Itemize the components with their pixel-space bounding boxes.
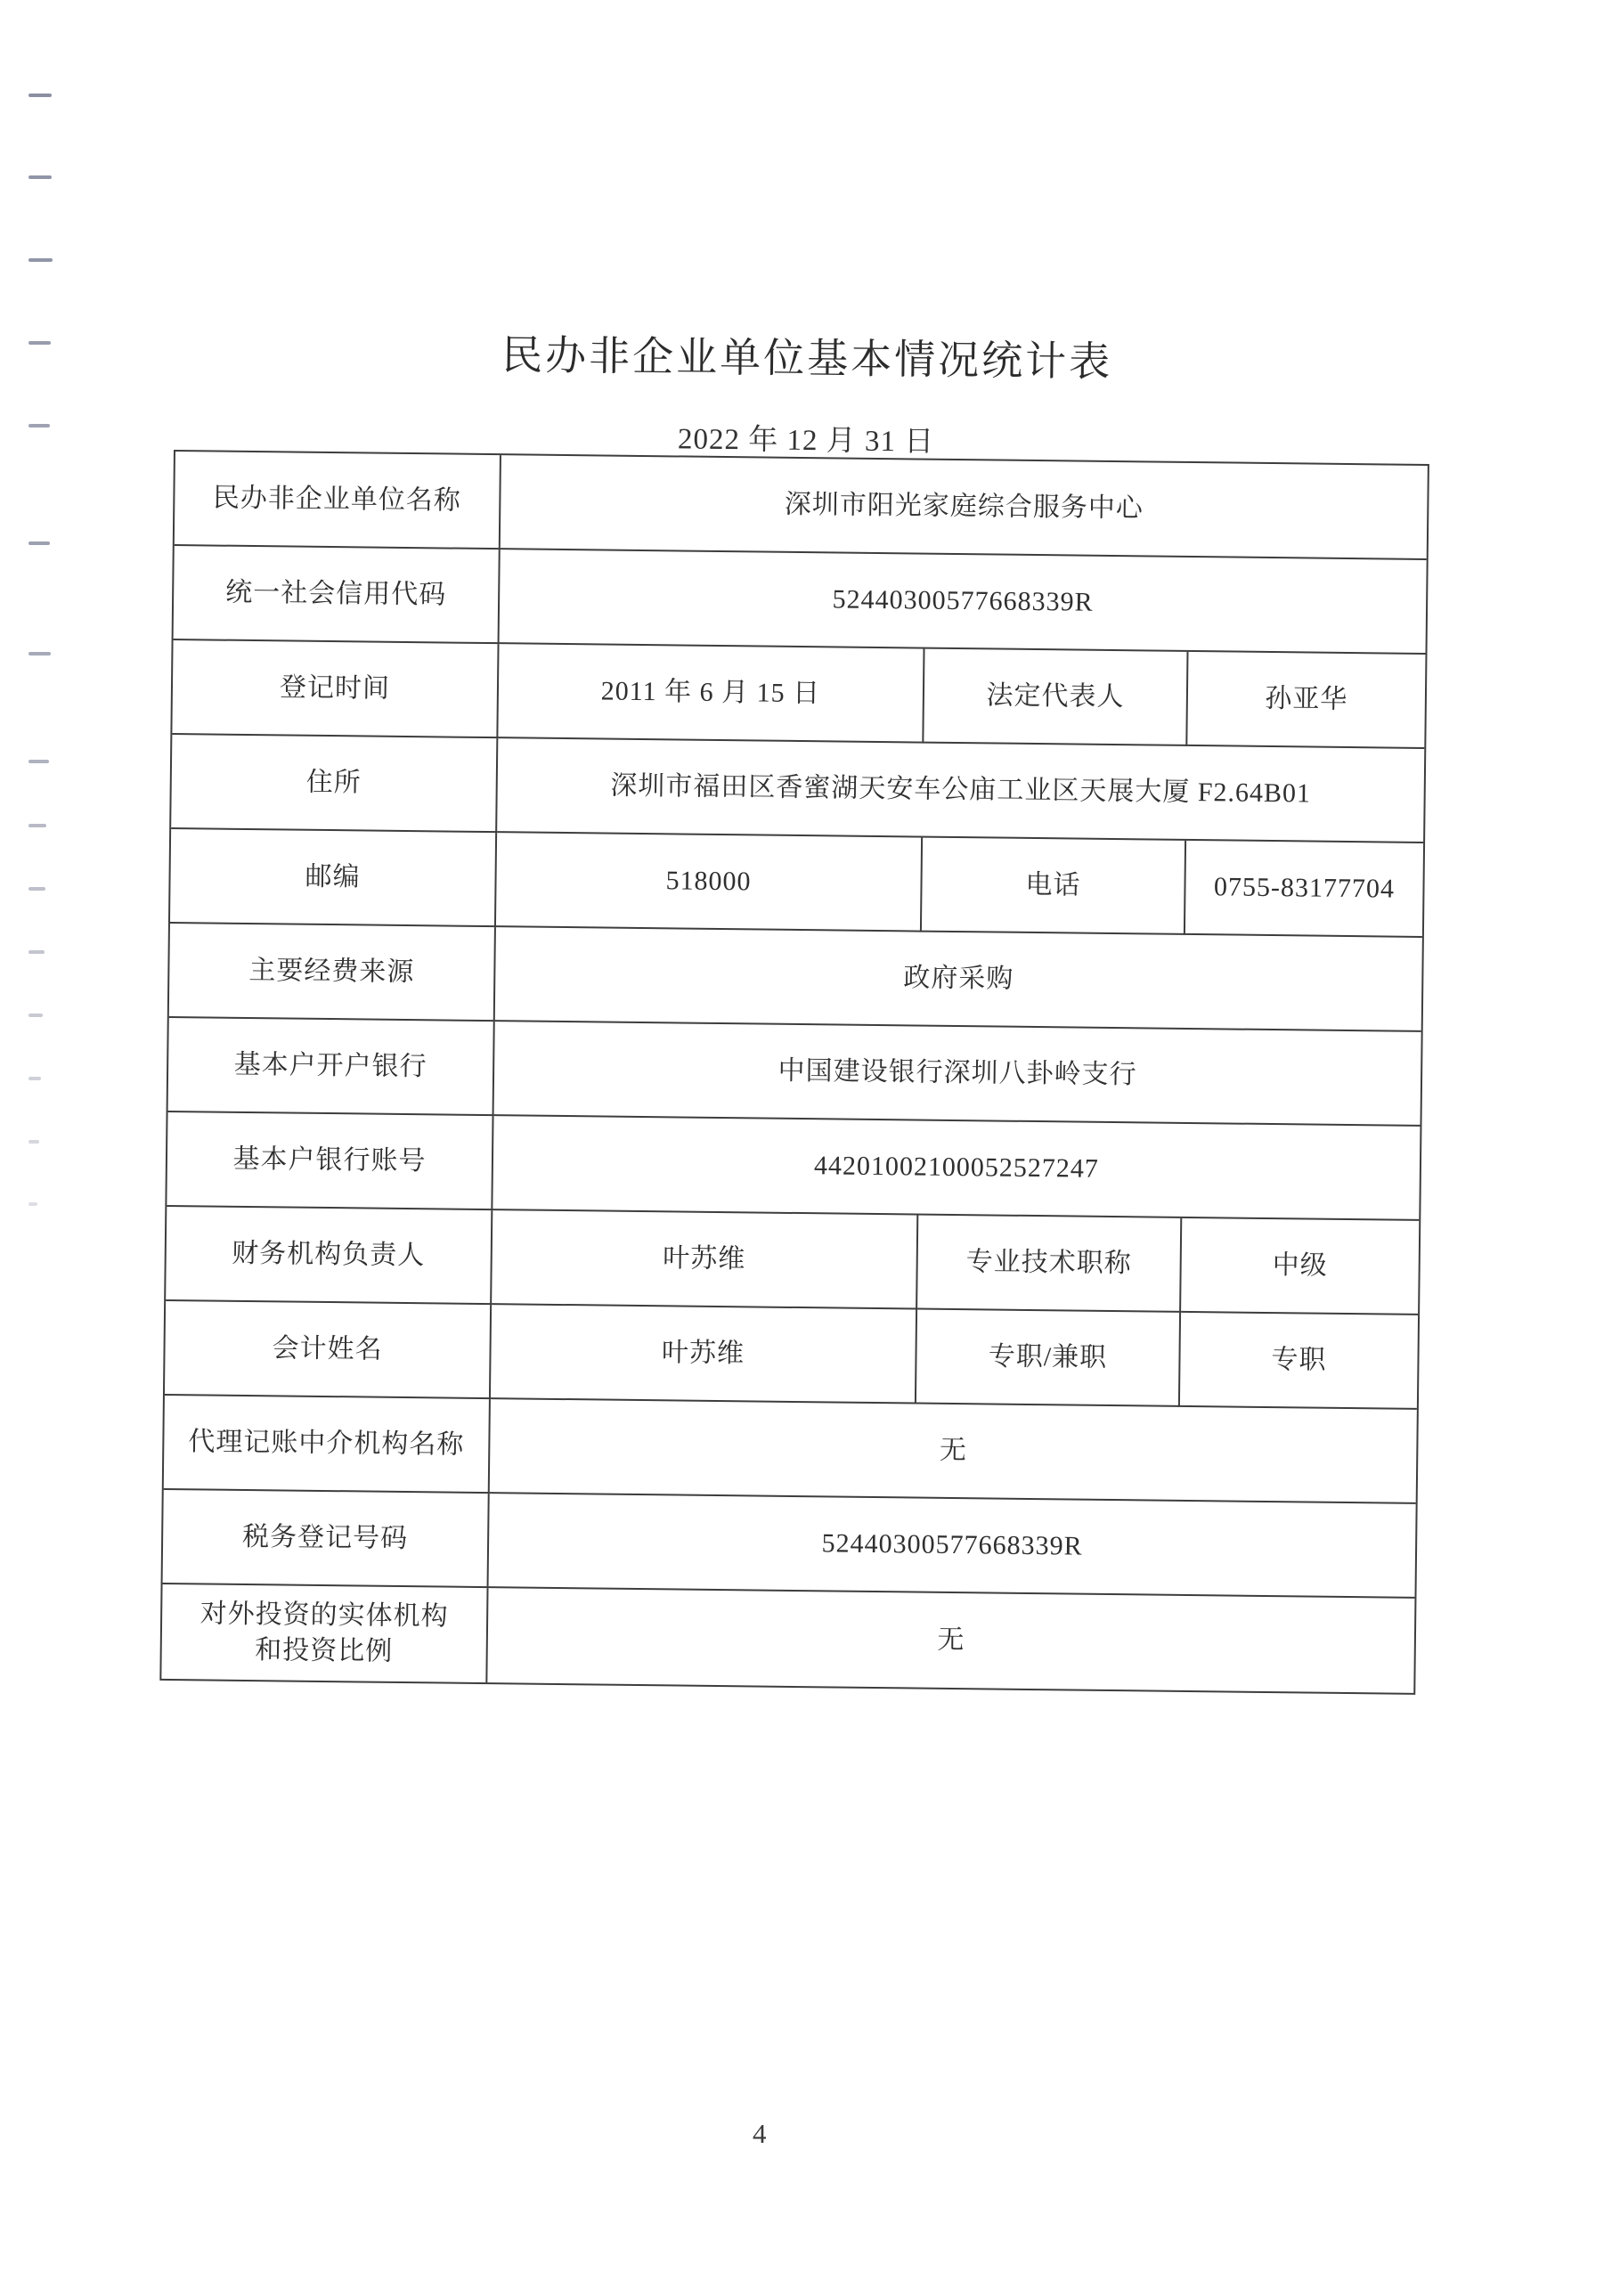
field-value: 深圳市福田区香蜜湖天安车公庙工业区天展大厦 F2.64B01 xyxy=(497,738,1424,843)
table-row xyxy=(171,735,1424,843)
field-value: 0755-83177704 xyxy=(1185,841,1423,938)
field-label: 主要经费来源 xyxy=(169,924,496,1022)
table-row xyxy=(166,1207,1419,1315)
page-number: 4 xyxy=(753,2118,767,2149)
table-row xyxy=(172,640,1425,749)
field-label: 民办非企业单位名称 xyxy=(175,452,501,550)
field-label: 法定代表人 xyxy=(924,649,1188,746)
field-value: 政府采购 xyxy=(495,927,1422,1032)
table-row xyxy=(175,452,1428,560)
field-value: 2011 年 6 月 15 日 xyxy=(498,644,924,743)
table-row xyxy=(163,1490,1416,1599)
field-label: 基本户银行账号 xyxy=(167,1112,493,1210)
field-value: 无 xyxy=(937,1624,965,1655)
field-label: 邮编 xyxy=(170,829,497,927)
field-label: 基本户开户银行 xyxy=(168,1018,495,1116)
field-value: 中级 xyxy=(1181,1218,1419,1315)
field-label: 电话 xyxy=(922,838,1186,935)
field-label: 登记时间 xyxy=(172,640,499,738)
form-table xyxy=(159,450,1429,1695)
field-value: 深圳市阳光家庭综合服务中心 xyxy=(501,455,1428,560)
table-row xyxy=(169,924,1422,1032)
field-value: 中国建设银行深圳八卦岭支行 xyxy=(494,1022,1421,1127)
field-value: 518000 xyxy=(496,833,923,932)
field-label: 会计姓名 xyxy=(165,1301,492,1399)
field-label: 财务机构负责人 xyxy=(166,1207,493,1305)
field-value: 44201002100052527247 xyxy=(493,1116,1420,1221)
table-row xyxy=(161,1584,1414,1693)
table-row xyxy=(165,1301,1418,1410)
report-date: 2022 年 12 月 31 日 xyxy=(677,423,935,459)
field-value: 专职 xyxy=(1180,1313,1418,1410)
field-value: 52440300577668339R xyxy=(489,1494,1416,1599)
table-row xyxy=(168,1018,1421,1127)
table-row xyxy=(174,546,1427,655)
field-value: 无 xyxy=(490,1399,1417,1504)
field-value: 52440300577668339R xyxy=(500,550,1427,655)
table-row xyxy=(164,1396,1417,1504)
field-label: 代理记账中介机构名称 xyxy=(164,1396,491,1494)
field-value: 叶苏维 xyxy=(492,1210,918,1309)
field-label: 专职/兼职 xyxy=(916,1310,1181,1407)
field-value: 叶苏维 xyxy=(491,1305,917,1404)
field-value: 孙亚华 xyxy=(1187,652,1425,749)
field-label: 统一社会信用代码 xyxy=(174,546,501,644)
field-label: 税务登记号码 xyxy=(163,1490,490,1588)
table-row xyxy=(167,1112,1420,1221)
page-title: 民办非企业单位基本情况统计表 xyxy=(501,332,1113,385)
field-label: 专业技术职称 xyxy=(917,1216,1182,1313)
field-label: 住所 xyxy=(171,735,498,833)
field-label: 对外投资的实体机构和投资比例 xyxy=(161,1584,488,1682)
table-row xyxy=(170,829,1423,938)
